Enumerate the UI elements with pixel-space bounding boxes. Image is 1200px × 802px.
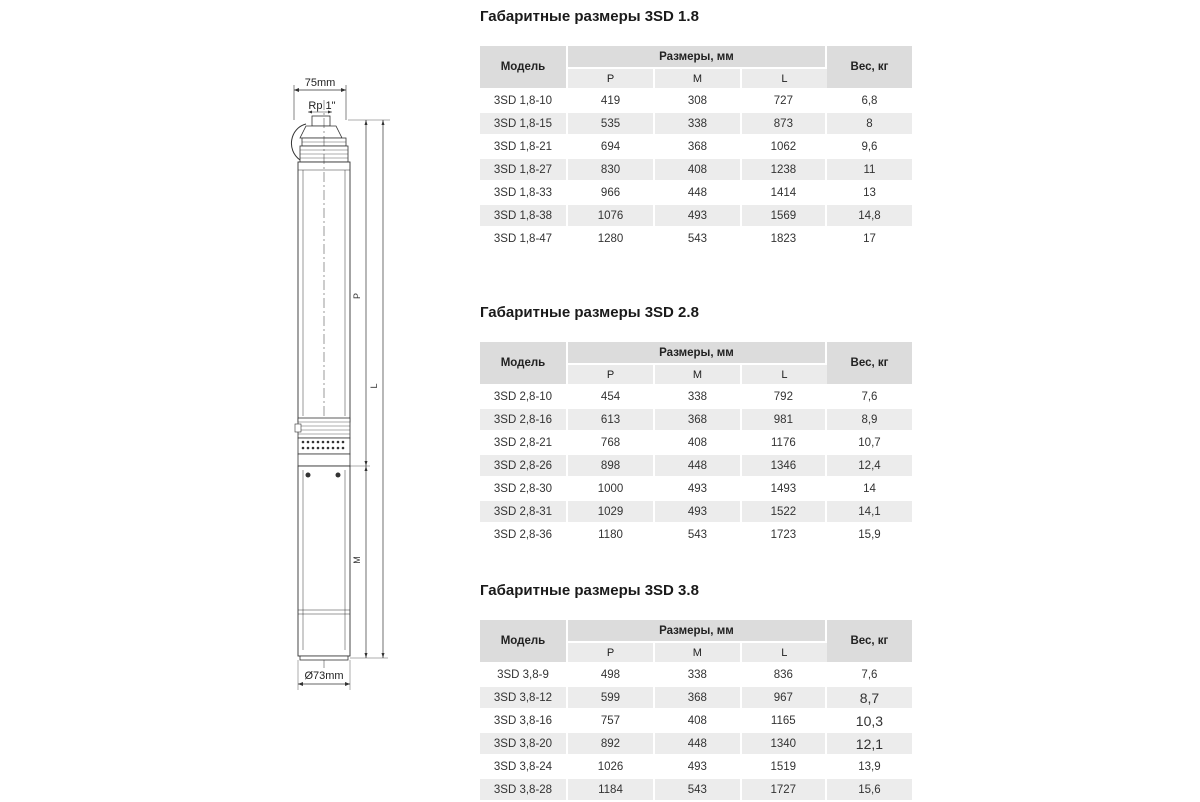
weight-cell: 7,6	[827, 386, 912, 409]
diameter-label: Ø73mm	[304, 670, 344, 682]
model-cell: 3SD 3,8-16	[480, 710, 568, 733]
l-cell: 1569	[742, 205, 827, 228]
thread-label: Rp 1"	[308, 100, 336, 112]
weight-cell: 13	[827, 182, 912, 205]
weight-cell: 6,8	[827, 90, 912, 113]
model-cell: 3SD 3,8-28	[480, 779, 568, 802]
model-cell: 3SD 3,8-20	[480, 733, 568, 756]
section-title: Габаритные размеры 3SD 3.8	[480, 582, 699, 599]
top-width-label: 75mm	[304, 77, 336, 89]
table-row	[480, 432, 912, 455]
table-row	[480, 386, 912, 409]
m-cell: 493	[655, 205, 742, 228]
p-header: P	[568, 643, 655, 664]
p-cell: 830	[568, 159, 655, 182]
m-cell: 448	[655, 182, 742, 205]
section-title: Габаритные размеры 3SD 1.8	[480, 8, 699, 25]
m-cell: 338	[655, 386, 742, 409]
weight-cell: 14	[827, 478, 912, 501]
l-cell: 981	[742, 409, 827, 432]
p-cell: 599	[568, 687, 655, 710]
l-cell: 1238	[742, 159, 827, 182]
p-cell: 892	[568, 733, 655, 756]
model-cell: 3SD 2,8-16	[480, 409, 568, 432]
p-header: P	[568, 69, 655, 90]
table-row	[480, 182, 912, 205]
weight-cell: 8,9	[827, 409, 912, 432]
m-cell: 308	[655, 90, 742, 113]
l-cell: 1522	[742, 501, 827, 524]
p-cell: 1184	[568, 779, 655, 802]
table-row	[480, 756, 912, 779]
p-cell: 898	[568, 455, 655, 478]
m-cell: 493	[655, 756, 742, 779]
weight-cell: 15,9	[827, 524, 912, 547]
dimensions-header: Размеры, мм	[568, 620, 827, 643]
p-cell: 768	[568, 432, 655, 455]
l-cell: 727	[742, 90, 827, 113]
table-row	[480, 478, 912, 501]
table-row	[480, 710, 912, 733]
table-row	[480, 228, 912, 251]
l-cell: 1165	[742, 710, 827, 733]
table-row	[480, 90, 912, 113]
m-cell: 338	[655, 664, 742, 687]
p-cell: 419	[568, 90, 655, 113]
table-row	[480, 136, 912, 159]
weight-header: Вес, кг	[827, 46, 912, 90]
section-3sd-3-8	[480, 580, 912, 802]
model-cell: 3SD 1,8-21	[480, 136, 568, 159]
p-cell: 1076	[568, 205, 655, 228]
m-cell: 408	[655, 710, 742, 733]
model-cell: 3SD 2,8-10	[480, 386, 568, 409]
l-cell: 1340	[742, 733, 827, 756]
l-header: L	[742, 365, 827, 386]
weight-cell: 12,1	[827, 733, 912, 756]
l-header: L	[742, 643, 827, 664]
l-cell: 967	[742, 687, 827, 710]
model-cell: 3SD 2,8-31	[480, 501, 568, 524]
p-dimension-label: P	[352, 292, 362, 300]
table-row	[480, 501, 912, 524]
m-cell: 368	[655, 687, 742, 710]
l-cell: 1346	[742, 455, 827, 478]
p-header: P	[568, 365, 655, 386]
l-cell: 1414	[742, 182, 827, 205]
l-cell: 873	[742, 113, 827, 136]
m-cell: 448	[655, 733, 742, 756]
l-cell: 1727	[742, 779, 827, 802]
table-row	[480, 687, 912, 710]
p-cell: 1180	[568, 524, 655, 547]
model-cell: 3SD 2,8-26	[480, 455, 568, 478]
table-row	[480, 779, 912, 802]
l-cell: 1176	[742, 432, 827, 455]
weight-cell: 7,6	[827, 664, 912, 687]
weight-cell: 9,6	[827, 136, 912, 159]
weight-cell: 14,8	[827, 205, 912, 228]
p-cell: 1000	[568, 478, 655, 501]
table-row	[480, 159, 912, 182]
m-cell: 408	[655, 432, 742, 455]
m-cell: 493	[655, 478, 742, 501]
table-row	[480, 733, 912, 756]
m-cell: 543	[655, 228, 742, 251]
model-cell: 3SD 2,8-21	[480, 432, 568, 455]
p-cell: 757	[568, 710, 655, 733]
table-row	[480, 524, 912, 547]
table-row	[480, 113, 912, 136]
l-header: L	[742, 69, 827, 90]
m-dimension-label: M	[352, 556, 362, 564]
dimensions-header: Размеры, мм	[568, 46, 827, 69]
l-dimension-label: L	[369, 383, 379, 389]
weight-cell: 10,7	[827, 432, 912, 455]
model-cell: 3SD 2,8-30	[480, 478, 568, 501]
p-cell: 535	[568, 113, 655, 136]
m-cell: 368	[655, 136, 742, 159]
l-cell: 1493	[742, 478, 827, 501]
section-title: Габаритные размеры 3SD 2.8	[480, 304, 699, 321]
model-cell: 3SD 3,8-9	[480, 664, 568, 687]
weight-cell: 8,7	[827, 687, 912, 710]
model-cell: 3SD 2,8-36	[480, 524, 568, 547]
dimensions-table	[480, 46, 912, 251]
model-cell: 3SD 1,8-15	[480, 113, 568, 136]
m-header: M	[655, 365, 742, 386]
p-cell: 1026	[568, 756, 655, 779]
dimensions-header: Размеры, мм	[568, 342, 827, 365]
pump-dimension-drawing	[280, 70, 410, 710]
table-row	[480, 205, 912, 228]
m-cell: 338	[655, 113, 742, 136]
p-cell: 613	[568, 409, 655, 432]
l-cell: 792	[742, 386, 827, 409]
model-cell: 3SD 1,8-10	[480, 90, 568, 113]
m-header: M	[655, 643, 742, 664]
model-cell: 3SD 3,8-12	[480, 687, 568, 710]
p-cell: 694	[568, 136, 655, 159]
weight-cell: 17	[827, 228, 912, 251]
model-header: Модель	[480, 46, 568, 90]
weight-header: Вес, кг	[827, 620, 912, 664]
model-cell: 3SD 1,8-47	[480, 228, 568, 251]
weight-cell: 12,4	[827, 455, 912, 478]
weight-cell: 14,1	[827, 501, 912, 524]
model-cell: 3SD 1,8-33	[480, 182, 568, 205]
m-cell: 368	[655, 409, 742, 432]
section-3sd-2-8	[480, 302, 912, 547]
model-cell: 3SD 1,8-27	[480, 159, 568, 182]
dimensions-table	[480, 342, 912, 547]
model-cell: 3SD 1,8-38	[480, 205, 568, 228]
section-3sd-1-8	[480, 6, 912, 251]
weight-cell: 13,9	[827, 756, 912, 779]
p-cell: 1280	[568, 228, 655, 251]
table-row	[480, 664, 912, 687]
m-cell: 408	[655, 159, 742, 182]
p-cell: 1029	[568, 501, 655, 524]
table-row	[480, 409, 912, 432]
p-cell: 966	[568, 182, 655, 205]
weight-cell: 11	[827, 159, 912, 182]
m-header: M	[655, 69, 742, 90]
weight-cell: 10,3	[827, 710, 912, 733]
m-cell: 493	[655, 501, 742, 524]
model-header: Модель	[480, 342, 568, 386]
m-cell: 543	[655, 524, 742, 547]
table-row	[480, 455, 912, 478]
dimensions-table	[480, 620, 912, 802]
l-cell: 1519	[742, 756, 827, 779]
p-cell: 454	[568, 386, 655, 409]
model-cell: 3SD 3,8-24	[480, 756, 568, 779]
model-header: Модель	[480, 620, 568, 664]
m-cell: 448	[655, 455, 742, 478]
l-cell: 1062	[742, 136, 827, 159]
m-cell: 543	[655, 779, 742, 802]
p-cell: 498	[568, 664, 655, 687]
weight-cell: 15,6	[827, 779, 912, 802]
l-cell: 836	[742, 664, 827, 687]
weight-cell: 8	[827, 113, 912, 136]
l-cell: 1823	[742, 228, 827, 251]
weight-header: Вес, кг	[827, 342, 912, 386]
l-cell: 1723	[742, 524, 827, 547]
